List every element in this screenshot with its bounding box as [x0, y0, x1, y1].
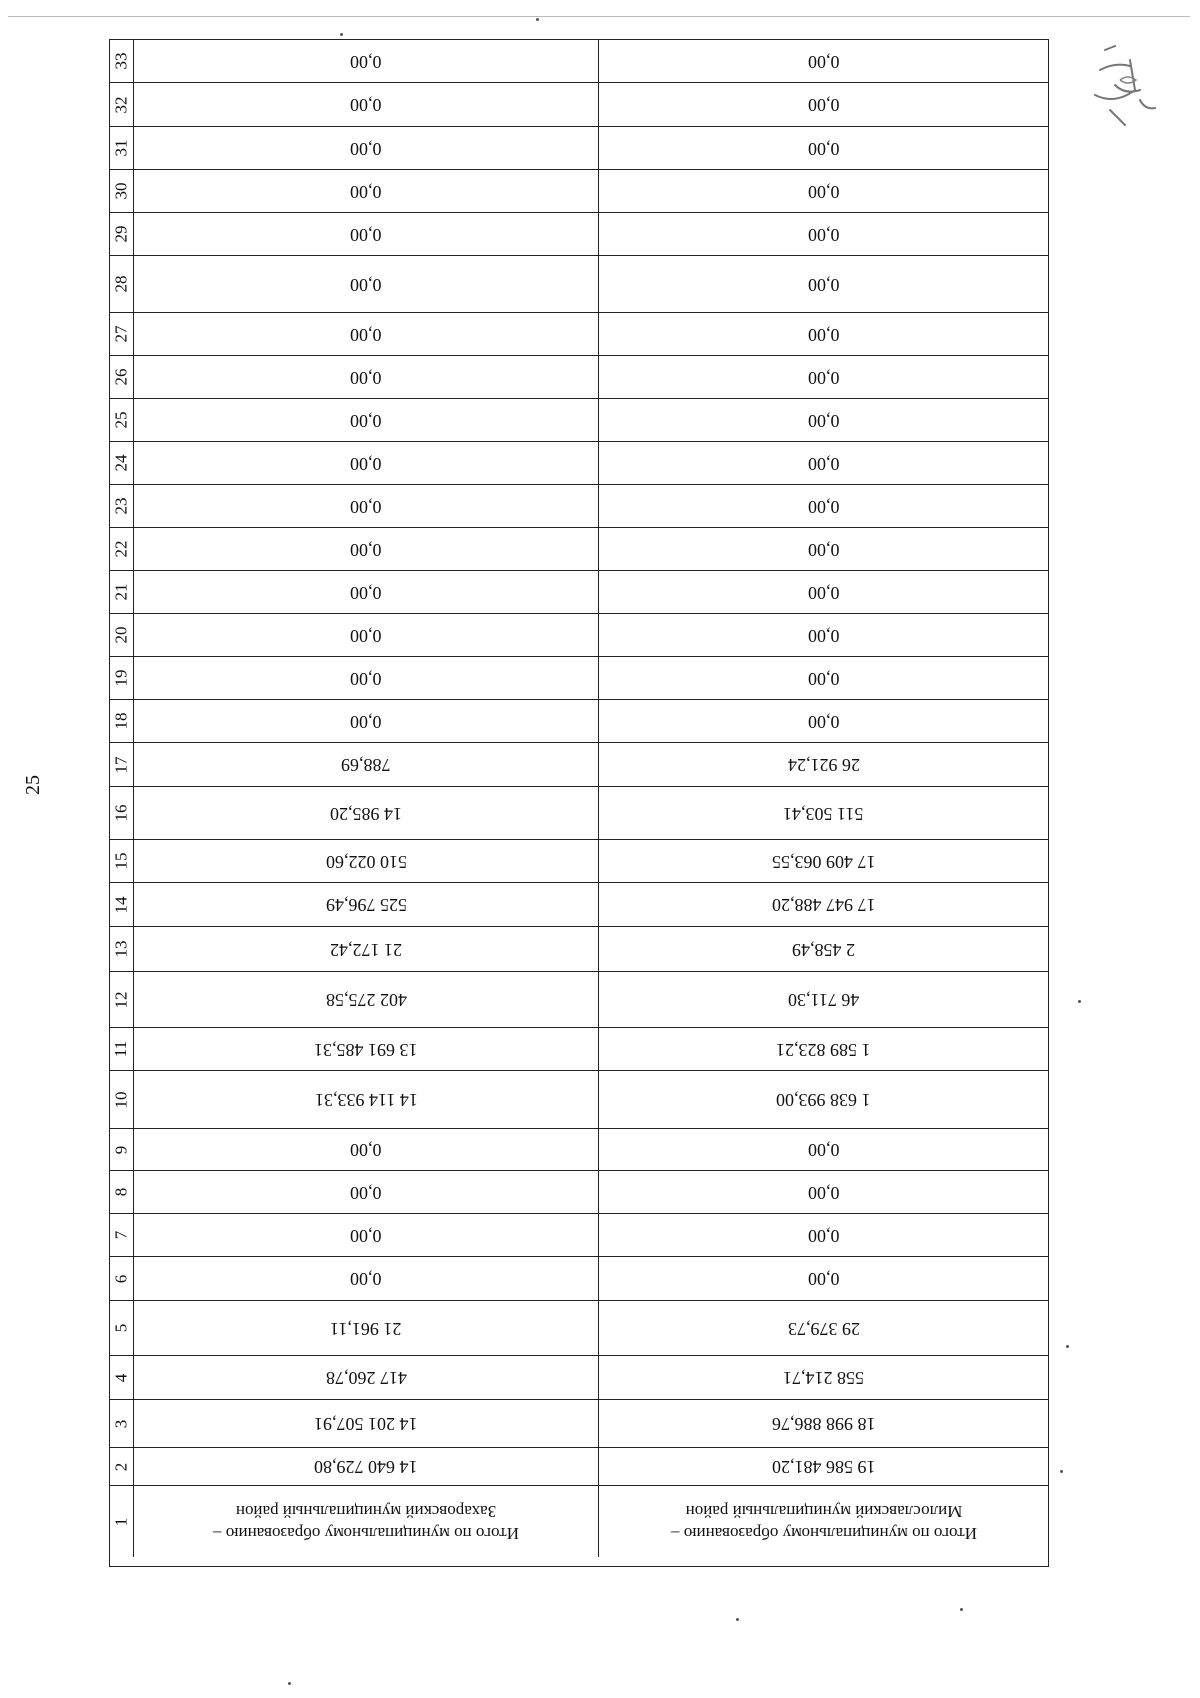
- table-row: [110, 1214, 1048, 1257]
- zakharovsky-cell: [134, 485, 599, 527]
- row-number: 9: [111, 1145, 131, 1154]
- table-row: [110, 313, 1048, 356]
- zakharovsky-cell: [134, 972, 599, 1027]
- miloslavsky-value: 18 998 886,76: [771, 1414, 876, 1434]
- miloslavsky-cell: [599, 1171, 1048, 1213]
- miloslavsky-cell: [599, 127, 1048, 169]
- zakharovsky-value: 13 691 485,31: [314, 1039, 418, 1060]
- miloslavsky-cell: [599, 356, 1048, 398]
- miloslavsky-value: 511 503,41: [783, 803, 864, 824]
- row-number: 29: [111, 225, 131, 243]
- miloslavsky-cell: [599, 1028, 1048, 1070]
- miloslavsky-cell: [599, 1257, 1048, 1300]
- table-row: [110, 1400, 1048, 1448]
- table-row: [110, 1448, 1048, 1486]
- zakharovsky-value: 0,00: [350, 582, 382, 603]
- zakharovsky-cell: [134, 1448, 599, 1485]
- row-number: 28: [111, 275, 131, 293]
- row-number: 13: [111, 940, 131, 958]
- zakharovsky-value: 0,00: [350, 496, 382, 517]
- zakharovsky-value: 788,69: [341, 755, 391, 775]
- row-number: 3: [111, 1419, 131, 1428]
- row-number-cell: [110, 883, 134, 926]
- miloslavsky-value: 0,00: [807, 367, 840, 388]
- miloslavsky-cell: [599, 83, 1048, 126]
- zakharovsky-value: 0,00: [350, 367, 382, 388]
- zakharovsky-value: 14 114 933,31: [314, 1090, 418, 1110]
- row-number-cell: [110, 399, 134, 441]
- zakharovsky-value: 0,00: [350, 274, 382, 295]
- table-row: [110, 1301, 1048, 1356]
- scan-speck: [736, 1618, 739, 1621]
- miloslavsky-cell: [599, 571, 1048, 613]
- zakharovsky-value: 0,00: [350, 1225, 382, 1246]
- zakharovsky-value: 14 985,20: [330, 803, 402, 824]
- pen-mark: [1085, 40, 1175, 150]
- zakharovsky-value: 0,00: [350, 181, 382, 202]
- table-row: [110, 127, 1048, 170]
- row-number-cell: [110, 1257, 134, 1300]
- zakharovsky-value: 525 796,49: [325, 895, 407, 915]
- row-number-cell: [110, 700, 134, 742]
- scan-speck: [288, 1682, 291, 1685]
- miloslavsky-value: 0,00: [807, 539, 840, 560]
- miloslavsky-value: 26 921,24: [787, 755, 860, 775]
- zakharovsky-value: 0,00: [350, 95, 382, 115]
- row-number: 31: [111, 139, 131, 157]
- miloslavsky-cell: [599, 787, 1048, 839]
- miloslavsky-cell: [599, 528, 1048, 570]
- table-row: [110, 657, 1048, 700]
- zakharovsky-cell: [134, 743, 599, 786]
- row-number: 15: [111, 852, 131, 870]
- zakharovsky-cell: [134, 1356, 599, 1399]
- row-number: 16: [111, 804, 131, 822]
- zakharovsky-value: 0,00: [350, 224, 382, 245]
- zakharovsky-value: 417 260,78: [325, 1368, 407, 1388]
- zakharovsky-cell: [134, 170, 599, 212]
- row-number-cell: [110, 1448, 134, 1485]
- table-row: [110, 1028, 1048, 1071]
- row-number: 22: [111, 540, 131, 558]
- row-number: 26: [111, 368, 131, 386]
- scan-speck: [340, 33, 343, 36]
- table-header-row: [110, 1486, 1048, 1557]
- row-number: 21: [111, 583, 131, 601]
- table-row: [110, 485, 1048, 528]
- row-number: 2: [111, 1462, 131, 1471]
- row-number-cell: [110, 442, 134, 484]
- miloslavsky-cell: [599, 614, 1048, 656]
- zakharovsky-cell: [134, 1129, 599, 1170]
- table-row: [110, 840, 1048, 883]
- row-number: 10: [111, 1091, 131, 1108]
- zakharovsky-value: 0,00: [350, 625, 382, 646]
- row-number-cell: [110, 83, 134, 126]
- row-number: 19: [111, 669, 131, 687]
- table-row: [110, 213, 1048, 256]
- zakharovsky-cell: [134, 700, 599, 742]
- row-number: 25: [111, 411, 131, 429]
- row-number-cell: [110, 927, 134, 971]
- zakharovsky-cell: [134, 883, 599, 926]
- zakharovsky-cell: [134, 528, 599, 570]
- row-number-cell: [110, 256, 134, 312]
- miloslavsky-cell: [599, 1129, 1048, 1170]
- row-number-cell: [110, 40, 134, 82]
- zakharovsky-value: 0,00: [350, 453, 382, 474]
- miloslavsky-cell: [599, 657, 1048, 699]
- row-number-cell: [110, 614, 134, 656]
- row-number-cell: [110, 840, 134, 882]
- zakharovsky-cell: [134, 1214, 599, 1256]
- zakharovsky-cell: [134, 614, 599, 656]
- row-number-cell: [110, 485, 134, 527]
- row-number: 30: [111, 182, 131, 200]
- scan-speck: [1078, 1000, 1081, 1003]
- miloslavsky-cell: [599, 1356, 1048, 1399]
- miloslavsky-value: 0,00: [807, 711, 840, 732]
- row-number-cell: [110, 1129, 134, 1170]
- table-row: [110, 614, 1048, 657]
- row-number-cell: [110, 127, 134, 169]
- top-edge-rule: [8, 16, 1190, 17]
- row-number: 8: [111, 1187, 131, 1197]
- zakharovsky-value: 0,00: [350, 410, 382, 431]
- zakharovsky-cell: [134, 571, 599, 613]
- row-number: 27: [111, 325, 131, 343]
- zakharovsky-value: 14 201 507,91: [314, 1414, 418, 1434]
- miloslavsky-value: 17 409 063,55: [771, 851, 876, 872]
- row-number: 32: [111, 96, 131, 113]
- table-row: [110, 972, 1048, 1028]
- miloslavsky-value: 0,00: [807, 1269, 840, 1289]
- zakharovsky-value: 0,00: [350, 711, 382, 732]
- row-number: 5: [111, 1323, 131, 1333]
- miloslavsky-cell: [599, 313, 1048, 355]
- zakharovsky-cell: [134, 256, 599, 312]
- zakharovsky-value: 21 961,11: [330, 1318, 402, 1339]
- zakharovsky-cell: [134, 399, 599, 441]
- miloslavsky-value: 0,00: [807, 181, 840, 202]
- table-row: [110, 1257, 1048, 1301]
- page-number: 25: [22, 775, 44, 795]
- table-row: [110, 83, 1048, 127]
- zakharovsky-value: 14 640 729,80: [314, 1457, 418, 1477]
- row-number: 33: [111, 52, 131, 70]
- miloslavsky-cell: [599, 1214, 1048, 1256]
- table-row: [110, 787, 1048, 840]
- miloslavsky-cell: [599, 1071, 1048, 1128]
- zakharovsky-value: 0,00: [350, 1140, 382, 1160]
- row-number: 6: [111, 1274, 131, 1283]
- zakharovsky-cell: [134, 1171, 599, 1213]
- zakharovsky-cell: [134, 1301, 599, 1355]
- miloslavsky-value: 0,00: [807, 410, 840, 431]
- row-number-cell: [110, 1486, 134, 1557]
- zakharovsky-value: 510 022,60: [325, 851, 407, 872]
- miloslavsky-value: 2 458,49: [792, 939, 855, 960]
- zakharovsky-cell: [134, 313, 599, 355]
- miloslavsky-value: 0,00: [807, 95, 840, 115]
- miloslavsky-value: 0,00: [807, 1140, 840, 1160]
- miloslavsky-value: 19 586 481,20: [771, 1457, 876, 1477]
- zakharovsky-value: 0,00: [350, 138, 382, 159]
- miloslavsky-value: 1 589 823,21: [776, 1039, 871, 1060]
- row-number-cell: [110, 528, 134, 570]
- miloslavsky-cell: [599, 840, 1048, 882]
- table-row: [110, 1356, 1048, 1400]
- miloslavsky-value: 1 638 993,00: [776, 1090, 871, 1110]
- table-row: [110, 1071, 1048, 1129]
- table-row: [110, 743, 1048, 787]
- zakharovsky-value: 0,00: [350, 51, 382, 72]
- scan-speck: [1060, 1470, 1063, 1473]
- zakharovsky-cell: [134, 657, 599, 699]
- miloslavsky-cell: [599, 170, 1048, 212]
- zakharovsky-cell: [134, 1028, 599, 1070]
- row-number-cell: [110, 571, 134, 613]
- miloslavsky-cell: [599, 399, 1048, 441]
- miloslavsky-cell: [599, 972, 1048, 1027]
- miloslavsky-cell: [599, 485, 1048, 527]
- row-number-cell: [110, 356, 134, 398]
- data-table: [109, 39, 1049, 1567]
- miloslavsky-header: Итого по муниципальному образованию – Милославский муниципальный район: [670, 1501, 977, 1543]
- row-number-cell: [110, 1356, 134, 1399]
- miloslavsky-value: 0,00: [807, 138, 840, 159]
- table-row: [110, 442, 1048, 485]
- row-number: 11: [111, 1040, 131, 1058]
- miloslavsky-value: 0,00: [807, 1225, 840, 1246]
- miloslavsky-value: 558 214,71: [783, 1368, 864, 1388]
- row-number: 1: [111, 1517, 131, 1526]
- zakharovsky-value: 21 172,42: [330, 939, 402, 960]
- row-number-cell: [110, 743, 134, 786]
- table-row: [110, 399, 1048, 442]
- zakharovsky-value: 0,00: [350, 539, 382, 560]
- row-number-cell: [110, 1071, 134, 1128]
- zakharovsky-value: 0,00: [350, 668, 382, 689]
- row-number: 18: [111, 712, 131, 730]
- scan-speck: [536, 18, 539, 21]
- miloslavsky-cell: [599, 883, 1048, 926]
- miloslavsky-value: 46 711,30: [787, 990, 860, 1010]
- zakharovsky-cell: [134, 442, 599, 484]
- miloslavsky-cell: [599, 256, 1048, 312]
- zakharovsky-cell: [134, 1071, 599, 1128]
- zakharovsky-cell: [134, 213, 599, 255]
- row-number: 20: [111, 626, 131, 644]
- miloslavsky-value: 0,00: [807, 224, 840, 245]
- zakharovsky-value: 402 275,58: [325, 990, 407, 1010]
- miloslavsky-cell: [599, 927, 1048, 971]
- row-number: 12: [111, 991, 131, 1008]
- row-number: 7: [111, 1230, 131, 1240]
- row-number-cell: [110, 1400, 134, 1447]
- table-row: [110, 1171, 1048, 1214]
- table-row: [110, 356, 1048, 399]
- miloslavsky-cell: [599, 1301, 1048, 1355]
- row-number-cell: [110, 1301, 134, 1355]
- miloslavsky-value: 0,00: [807, 453, 840, 474]
- miloslavsky-value: 29 379,73: [787, 1318, 860, 1339]
- row-number-cell: [110, 787, 134, 839]
- row-number: 24: [111, 454, 131, 472]
- miloslavsky-value: 0,00: [807, 51, 840, 72]
- zakharovsky-header-cell: [134, 1486, 599, 1557]
- miloslavsky-value: 0,00: [807, 668, 840, 689]
- miloslavsky-value: 17 947 488,20: [771, 895, 876, 915]
- miloslavsky-value: 0,00: [807, 324, 840, 345]
- row-number-cell: [110, 657, 134, 699]
- miloslavsky-value: 0,00: [807, 582, 840, 603]
- zakharovsky-cell: [134, 356, 599, 398]
- table-row: [110, 256, 1048, 313]
- row-number-cell: [110, 170, 134, 212]
- table-row: [110, 927, 1048, 972]
- zakharovsky-cell: [134, 40, 599, 82]
- scan-speck: [1066, 1345, 1069, 1348]
- row-number-cell: [110, 313, 134, 355]
- row-number: 4: [111, 1373, 131, 1382]
- table-row: [110, 883, 1048, 927]
- row-number: 23: [111, 497, 131, 515]
- zakharovsky-cell: [134, 927, 599, 971]
- zakharovsky-cell: [134, 83, 599, 126]
- miloslavsky-cell: [599, 442, 1048, 484]
- zakharovsky-value: 0,00: [350, 1182, 382, 1203]
- zakharovsky-header: Итого по муниципальному образованию – Захаровский муниципальный район: [213, 1501, 519, 1543]
- zakharovsky-value: 0,00: [350, 324, 382, 345]
- zakharovsky-cell: [134, 840, 599, 882]
- row-number-cell: [110, 1171, 134, 1213]
- miloslavsky-value: 0,00: [807, 274, 840, 295]
- zakharovsky-value: 0,00: [350, 1269, 382, 1289]
- zakharovsky-cell: [134, 1400, 599, 1447]
- miloslavsky-cell: [599, 1448, 1048, 1485]
- row-number-cell: [110, 1028, 134, 1070]
- miloslavsky-cell: [599, 1400, 1048, 1447]
- scan-speck: [960, 1608, 963, 1611]
- miloslavsky-value: 0,00: [807, 625, 840, 646]
- zakharovsky-cell: [134, 1257, 599, 1300]
- row-number: 17: [111, 756, 131, 773]
- table-row: [110, 1129, 1048, 1171]
- table-row: [110, 40, 1048, 83]
- miloslavsky-cell: [599, 743, 1048, 786]
- row-number-cell: [110, 1214, 134, 1256]
- miloslavsky-value: 0,00: [807, 1182, 840, 1203]
- row-number-cell: [110, 213, 134, 255]
- miloslavsky-cell: [599, 700, 1048, 742]
- table-row: [110, 170, 1048, 213]
- row-number: 14: [111, 896, 131, 913]
- miloslavsky-cell: [599, 213, 1048, 255]
- miloslavsky-cell: [599, 40, 1048, 82]
- table-row: [110, 528, 1048, 571]
- zakharovsky-cell: [134, 127, 599, 169]
- table-row: [110, 700, 1048, 743]
- zakharovsky-cell: [134, 787, 599, 839]
- miloslavsky-header-cell: [599, 1486, 1048, 1557]
- table-row: [110, 571, 1048, 614]
- miloslavsky-value: 0,00: [807, 496, 840, 517]
- row-number-cell: [110, 972, 134, 1027]
